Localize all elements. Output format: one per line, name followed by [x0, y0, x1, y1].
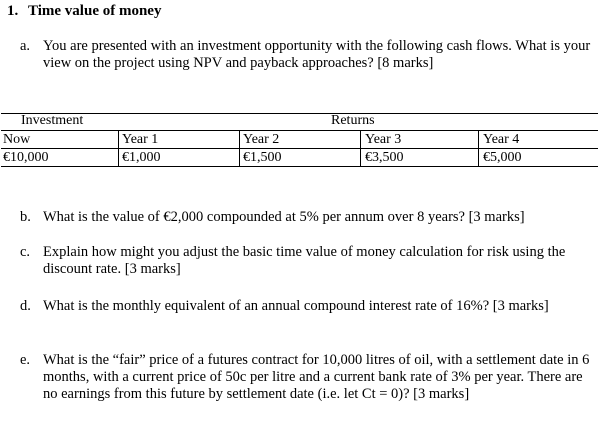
table-column-divider — [118, 131, 119, 166]
table-row-divider — [1, 148, 598, 149]
question-e-text: What is the “fair” price of a futures contract for 10,000 litres of oil, with a settlement date in 6 months, with a current price of 50c per litre and a current bank rate of 3% per year. There are no earnings from this future by settlement date (i.e. let Ct = 0)? [3 marks] — [43, 352, 590, 402]
question-b-text: What is the value of €2,000 compounded at 5% per annum over 8 years? [3 marks] — [43, 209, 525, 225]
question-d-text: What is the monthly equivalent of an annual compound interest rate of 16%? [3 marks] — [43, 298, 549, 314]
table-column-header: Now — [3, 132, 31, 147]
question-a — [20, 38, 599, 72]
table-column-header: Year 3 — [365, 132, 402, 147]
section-number: 1. — [7, 3, 19, 19]
question-c — [20, 244, 599, 278]
question-b — [20, 209, 599, 226]
section-heading — [7, 3, 161, 20]
table-column-divider — [239, 131, 240, 166]
table-cell-value: €5,000 — [483, 150, 522, 165]
table-group-header-investment: Investment — [21, 113, 84, 128]
table-column-divider — [360, 131, 361, 166]
table-column-header: Year 4 — [483, 132, 520, 147]
table-cell-value: €10,000 — [3, 150, 49, 165]
table-cell-value: €1,500 — [243, 150, 282, 165]
question-d-label: d. — [20, 298, 31, 314]
table-bottom-border — [1, 166, 598, 167]
table-top-border — [1, 113, 598, 114]
table-cell-value: €1,000 — [122, 150, 161, 165]
table-header-divider — [1, 130, 598, 131]
question-d — [20, 298, 599, 315]
table-cell-value: €3,500 — [365, 150, 404, 165]
question-c-text: Explain how might you adjust the basic time value of money calculation for risk using the discount rate. [3 marks] — [43, 244, 566, 277]
table-column-header: Year 2 — [243, 132, 280, 147]
table-column-header: Year 1 — [122, 132, 159, 147]
question-a-text: You are presented with an investment opportunity with the following cash flows. What is your view on the project using NPV and payback approaches? [8 marks] — [43, 38, 591, 71]
question-a-label: a. — [20, 38, 31, 54]
question-b-label: b. — [20, 209, 31, 225]
section-title: Time value of money — [28, 3, 162, 19]
question-e-label: e. — [20, 352, 31, 368]
cashflow-table — [1, 113, 598, 167]
question-e — [20, 352, 599, 403]
question-c-label: c. — [20, 244, 31, 260]
table-column-divider — [478, 131, 479, 166]
table-group-header-returns: Returns — [331, 113, 375, 128]
